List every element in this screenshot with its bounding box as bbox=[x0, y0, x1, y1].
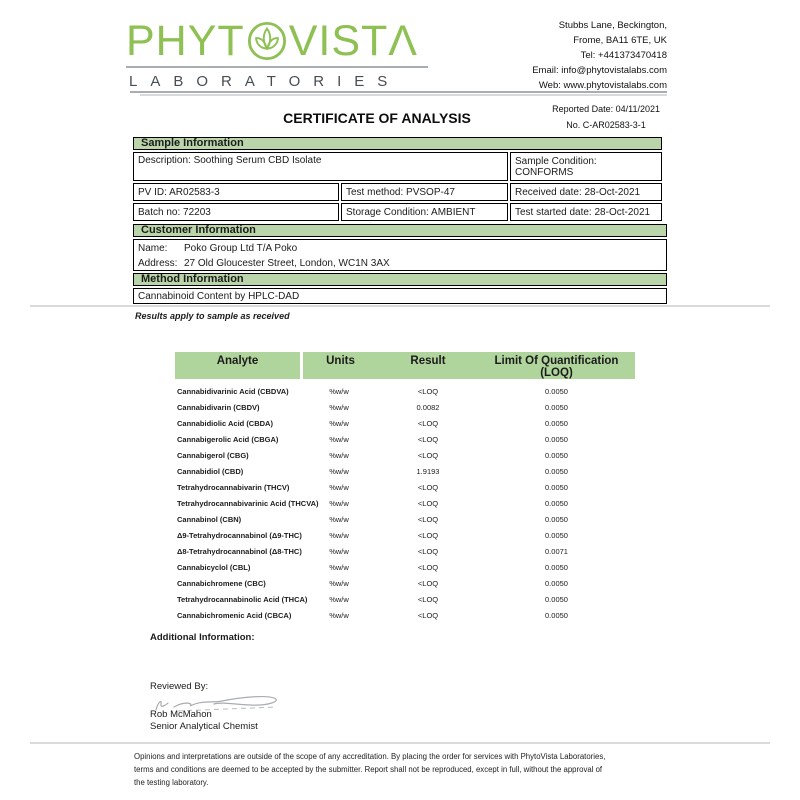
header-divider-shadow bbox=[140, 94, 667, 96]
result-cell: <LOQ bbox=[417, 434, 439, 444]
result-cell: <LOQ bbox=[417, 610, 439, 620]
loq-cell: 0.0050 bbox=[545, 530, 568, 540]
method-information-header: Method Information bbox=[133, 273, 667, 286]
result-cell: <LOQ bbox=[417, 386, 439, 396]
analyte-cell: Tetrahydrocannabinolic Acid (THCA) bbox=[177, 594, 308, 604]
loq-cell: 0.0050 bbox=[545, 610, 568, 620]
loq-cell: 0.0050 bbox=[545, 514, 568, 524]
logo-subtitle: LABORATORIES bbox=[129, 73, 401, 90]
reviewed-by-label: Reviewed By: bbox=[150, 681, 209, 692]
units-cell: %w/w bbox=[329, 594, 349, 604]
analyte-cell: Cannabidiol (CBD) bbox=[177, 466, 244, 476]
column-header-loq: Limit Of Quantification (LOQ) bbox=[494, 355, 619, 379]
loq-cell: 0.0071 bbox=[545, 546, 568, 556]
contact-web: Web: www.phytovistalabs.com bbox=[538, 80, 667, 91]
result-cell: 0.0082 bbox=[416, 402, 440, 412]
loq-cell: 0.0050 bbox=[545, 498, 568, 508]
analyte-cell: Tetrahydrocannabivarinic Acid (THCVA) bbox=[177, 498, 319, 508]
loq-cell: 0.0050 bbox=[545, 594, 568, 604]
footer-line-2: terms and conditions are deemed to be accepted by the submitter. Report shall not be reproduced, except in full, without the approval of bbox=[134, 765, 603, 774]
analyte-cell: Cannabicyclol (CBL) bbox=[177, 562, 251, 572]
result-cell: <LOQ bbox=[417, 450, 439, 460]
table-row bbox=[175, 463, 635, 479]
loq-cell: 0.0050 bbox=[545, 562, 568, 572]
footer-line-1: Opinions and interpretations are outside of the scope of any accreditation. By placing the order for services with PhytoVista Laboratories, bbox=[134, 752, 606, 761]
test-method-cell: Test method: PVSOP-47 bbox=[341, 183, 508, 201]
units-cell: %w/w bbox=[329, 402, 349, 412]
analyte-cell: Cannabidivarin (CBDV) bbox=[177, 402, 260, 412]
loq-cell: 0.0050 bbox=[545, 466, 568, 476]
test-started-date-cell: Test started date: 28-Oct-2021 bbox=[510, 203, 662, 221]
loq-cell: 0.0050 bbox=[545, 386, 568, 396]
column-header-analyte: Analyte bbox=[175, 352, 300, 379]
table-row bbox=[175, 591, 635, 607]
units-cell: %w/w bbox=[329, 578, 349, 588]
footer-disclaimer bbox=[134, 750, 605, 789]
customer-address-label: Address: bbox=[138, 258, 178, 269]
units-cell: %w/w bbox=[329, 610, 349, 620]
results-table-body bbox=[175, 383, 635, 623]
report-number: No. C-AR02583-3-1 bbox=[566, 120, 646, 130]
customer-name-value: Poko Group Ltd T/A Poko bbox=[184, 243, 298, 254]
contact-email: Email: info@phytovistalabs.com bbox=[532, 65, 667, 76]
sample-condition-cell: Sample Condition: CONFORMS bbox=[510, 152, 662, 181]
pv-id-cell: PV ID: AR02583-3 bbox=[133, 183, 339, 201]
customer-information-header: Customer Information bbox=[133, 224, 667, 237]
footer-line-3: the testing laboratory. bbox=[134, 778, 209, 787]
loq-cell: 0.0050 bbox=[545, 450, 568, 460]
method-cell: Cannabinoid Content by HPLC-DAD bbox=[133, 288, 667, 304]
units-cell: %w/w bbox=[329, 546, 349, 556]
header-divider bbox=[130, 91, 667, 93]
analyte-cell: Δ8-Tetrahydrocannabinol (Δ8-THC) bbox=[177, 546, 302, 556]
customer-name-label: Name: bbox=[138, 243, 168, 254]
units-cell: %w/w bbox=[329, 450, 349, 460]
loq-cell: 0.0050 bbox=[545, 434, 568, 444]
logo-underline bbox=[126, 66, 428, 68]
table-row bbox=[175, 559, 635, 575]
result-cell: <LOQ bbox=[417, 514, 439, 524]
column-header-result: Result bbox=[410, 355, 446, 367]
contact-address-line2: Frome, BA11 6TE, UK bbox=[573, 35, 667, 46]
analyte-cell: Cannabinol (CBN) bbox=[177, 514, 242, 524]
results-note: Results apply to sample as received bbox=[135, 311, 290, 321]
analyte-cell: Δ9-Tetrahydrocannabinol (Δ9-THC) bbox=[177, 530, 302, 540]
analyte-cell: Tetrahydrocannabivarin (THCV) bbox=[177, 482, 290, 492]
section-divider bbox=[30, 305, 770, 307]
table-row bbox=[175, 399, 635, 415]
analyte-cell: Cannabigerol (CBG) bbox=[177, 450, 249, 460]
table-row bbox=[175, 607, 635, 623]
customer-address-row bbox=[138, 257, 662, 270]
column-header-units: Units bbox=[326, 355, 355, 367]
contact-block bbox=[532, 18, 667, 93]
brand-wordmark bbox=[126, 18, 436, 64]
result-cell: <LOQ bbox=[417, 594, 439, 604]
table-row bbox=[175, 575, 635, 591]
loq-cell: 0.0050 bbox=[545, 402, 568, 412]
units-cell: %w/w bbox=[329, 514, 349, 524]
loq-cell: 0.0050 bbox=[545, 578, 568, 588]
additional-information-label: Additional Information: bbox=[150, 632, 255, 643]
table-row bbox=[175, 479, 635, 495]
table-row bbox=[175, 511, 635, 527]
analyte-cell: Cannabichromene (CBC) bbox=[177, 578, 266, 588]
analyte-cell: Cannabidivarinic Acid (CBDVA) bbox=[177, 386, 289, 396]
reported-date: Reported Date: 04/11/2021 bbox=[552, 104, 660, 114]
brand-prefix: PHYT bbox=[126, 17, 245, 65]
result-cell: <LOQ bbox=[417, 482, 439, 492]
contact-address-line1: Stubbs Lane, Beckington, bbox=[558, 20, 667, 31]
table-row bbox=[175, 431, 635, 447]
analyte-cell: Cannabigerolic Acid (CBGA) bbox=[177, 434, 279, 444]
reviewer-name: Rob McMahon bbox=[150, 709, 212, 720]
result-cell: 1.9193 bbox=[416, 466, 440, 476]
brand-suffix: VISTΛ bbox=[288, 17, 418, 65]
customer-information-section bbox=[133, 224, 667, 271]
results-table-header bbox=[175, 352, 635, 379]
logo bbox=[126, 18, 436, 90]
received-date-cell: Received date: 28-Oct-2021 bbox=[510, 183, 662, 201]
result-cell: <LOQ bbox=[417, 578, 439, 588]
customer-address-value: 27 Old Gloucester Street, London, WC1N 3AX bbox=[184, 258, 390, 269]
units-cell: %w/w bbox=[329, 530, 349, 540]
description-cell: Description: Soothing Serum CBD Isolate bbox=[133, 152, 508, 181]
sample-information-section bbox=[133, 137, 667, 221]
method-information-section bbox=[133, 273, 667, 304]
result-cell: <LOQ bbox=[417, 546, 439, 556]
units-cell: %w/w bbox=[329, 434, 349, 444]
page-title: CERTIFICATE OF ANALYSIS bbox=[283, 110, 471, 126]
result-cell: <LOQ bbox=[417, 530, 439, 540]
storage-condition-cell: Storage Condition: AMBIENT bbox=[341, 203, 508, 221]
units-cell: %w/w bbox=[329, 482, 349, 492]
analyte-cell: Cannabidiolic Acid (CBDA) bbox=[177, 418, 273, 428]
customer-name-row bbox=[138, 242, 662, 255]
loq-cell: 0.0050 bbox=[545, 482, 568, 492]
table-row bbox=[175, 495, 635, 511]
table-row bbox=[175, 447, 635, 463]
units-cell: %w/w bbox=[329, 418, 349, 428]
table-row bbox=[175, 415, 635, 431]
contact-tel: Tel: +441373470418 bbox=[580, 50, 667, 61]
table-row bbox=[175, 543, 635, 559]
loq-cell: 0.0050 bbox=[545, 418, 568, 428]
units-cell: %w/w bbox=[329, 562, 349, 572]
results-table-header-right bbox=[303, 352, 635, 379]
result-cell: <LOQ bbox=[417, 418, 439, 428]
customer-box bbox=[133, 239, 667, 271]
report-meta bbox=[552, 101, 660, 133]
table-row bbox=[175, 527, 635, 543]
result-cell: <LOQ bbox=[417, 562, 439, 572]
table-row bbox=[175, 383, 635, 399]
reviewer-title: Senior Analytical Chemist bbox=[150, 721, 258, 732]
result-cell: <LOQ bbox=[417, 498, 439, 508]
footer-divider bbox=[30, 742, 770, 744]
units-cell: %w/w bbox=[329, 466, 349, 476]
batch-no-cell: Batch no: 72203 bbox=[133, 203, 339, 221]
leaf-emblem-icon bbox=[247, 21, 287, 61]
units-cell: %w/w bbox=[329, 498, 349, 508]
analyte-cell: Cannabichromenic Acid (CBCA) bbox=[177, 610, 292, 620]
results-table bbox=[175, 352, 635, 623]
units-cell: %w/w bbox=[329, 386, 349, 396]
sample-information-header: Sample Information bbox=[133, 137, 662, 150]
